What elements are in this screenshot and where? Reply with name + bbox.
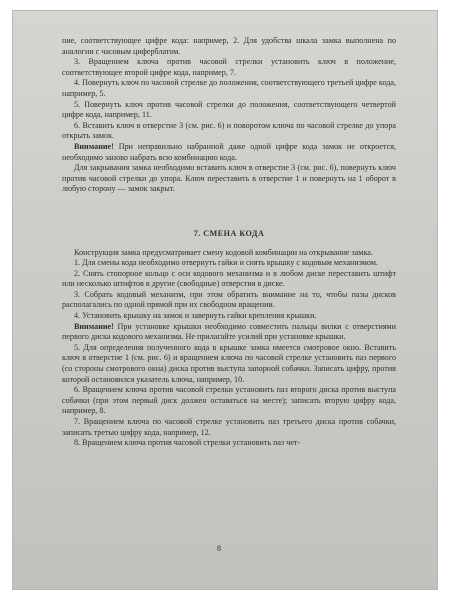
section-title: 7. СМЕНА КОДА <box>193 228 265 238</box>
change-step-6: 6. Вращением ключа против часовой стрелки установить паз второго диска против выступа собачки (при этом первый диск должен оставаться на месте); записать вторую цифру кода, например, 8. <box>62 385 396 416</box>
closing-instructions: Для закрывания замка необходимо вставить ключ в отверстие 3 (см. рис. 6), повернуть ключ против часовой стрелки до упора. Ключ переставить в отверстие 1 и повернуть на 1 оборот в любую сторону — замок закрыт. <box>62 163 396 194</box>
warning-text-2: При установке крышки необходимо совместить пальцы вилки с отверстиями первого диска кодового механизма. Не прилагайте усилий при установке крышки. <box>62 321 396 342</box>
warning-paragraph <box>62 142 396 163</box>
change-step-4: 4. Установить крышку на замок и завернуть гайки крепления крышки. <box>74 311 317 321</box>
change-step-8: 8. Вращением ключа против часовой стрелки установить паз чет- <box>74 438 301 448</box>
step-6: 6. Вставить ключ в отверстие 3 (см. рис. 6) и поворотом ключа по часовой стрелке до упора открыть замок. <box>62 120 396 141</box>
page-text <box>62 36 396 449</box>
step-4: 4. Повернуть ключ по часовой стрелке до положения, соответствующего третьей цифре кода, например, 5. <box>62 78 396 98</box>
change-step-3: 3. Собрать кодовый механизм, при этом обратить внимание на то, чтобы пазы дисков располагались по одной прямой при их свободном вращении. <box>62 289 396 310</box>
warning-label-2: Внимание! <box>74 321 114 331</box>
warning-text: При неправильно набранной даже одной цифре кода замок не откроется, необходимо заново набрать всю комбинацию кода. <box>62 141 396 162</box>
warning-paragraph-2 <box>62 322 396 343</box>
paragraph-continuation: ние, соответствующее цифре кода: например, 2. Для удобства шкала замка выполнена по аналогии с часовым циферблатом. <box>62 36 396 56</box>
change-step-1: 1. Для смены кода необходимо отвернуть гайки и снять крышку с кодовым механизмом. <box>74 258 378 268</box>
change-step-5: 5. Для определения полученного кода в крышке замка имеется смотровое окно. Вставить ключ в отверстие 1 (см. рис. 6) и вращением ключа по часовой стрелке установить паз первого (со стороны смотрового окна) диска против выступа запорной собачки. Записать цифру, против которой остановился указатель ключа, например, 10. <box>62 342 396 384</box>
section-gap <box>62 195 396 229</box>
step-3: 3. Вращением ключа против часовой стрелки установить ключ в положение, соответствующее второй цифре кода, например, 7. <box>62 57 396 77</box>
page-number: 8 <box>217 544 221 553</box>
warning-label: Внимание! <box>74 141 114 151</box>
change-step-2: 2. Снять стопорное кольцо с оси кодового механизма и в любом диске переставить штифт или несколько штифтов в другие (свободные) отверстия в диске. <box>62 268 396 289</box>
section-intro: Конструкция замка предусматривает смену кодовой комбинации на открывание замка. <box>74 247 373 257</box>
change-step-7: 7. Вращением ключа по часовой стрелке установить паз третьего диска против собачки, записать третью цифру кода, например, 12. <box>62 417 396 437</box>
step-5: 5. Повернуть ключ против часовой стрелки до положения, соответствующего четвертой цифре кода, например, 11. <box>62 99 396 120</box>
document-page <box>12 10 438 590</box>
